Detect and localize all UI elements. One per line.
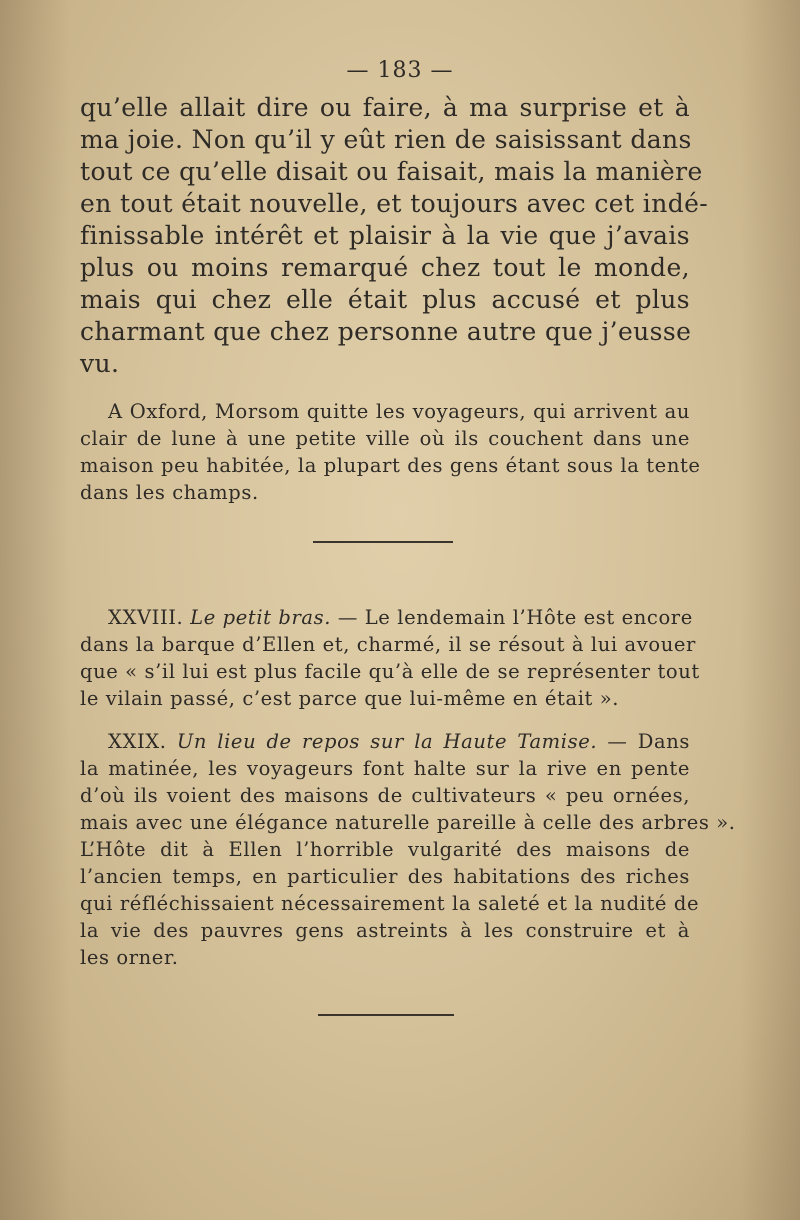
section-xxviii: [80, 604, 700, 712]
paragraph-continued-text: [80, 92, 709, 380]
end-divider: [318, 1014, 454, 1016]
text-line: que « s’il lui est plus facile qu’à elle de se représenter tout: [80, 660, 700, 683]
text-line: clair de lune à une petite ville où ils couchent dans une: [80, 427, 690, 450]
text-line: dans les champs.: [80, 481, 259, 504]
text-line: la vie des pauvres gens astreints à les construire et à: [80, 919, 690, 942]
text-line: qui réfléchissaient nécessairement la saleté et la nudité de: [80, 892, 700, 915]
page-edge-shadow-right: [740, 0, 800, 1220]
text-fragment: — Le lendemain l’Hôte est encore: [337, 606, 693, 629]
text-line: en tout était nouvelle, et toujours avec cet indé-: [80, 189, 709, 218]
section-title: Le petit bras.: [190, 606, 332, 629]
text-fragment: — Dans: [607, 730, 690, 753]
text-line: l’ancien temps, en particulier des habitations des riches: [80, 865, 690, 888]
summary-paragraph: [80, 398, 701, 506]
text-line: ma joie. Non qu’il y eût rien de saisissant dans: [80, 125, 692, 154]
text-line: d’où ils voient des maisons de cultivateurs « peu ornées,: [80, 784, 690, 807]
section-heading-line: [80, 604, 693, 631]
text-line: le vilain passé, c’est parce que lui-même en était ».: [80, 687, 620, 710]
text-line: la matinée, les voyageurs font halte sur la rive en pente: [80, 757, 690, 780]
text-line: qu’elle allait dire ou faire, à ma surprise et à: [80, 93, 690, 122]
text-line: A Oxford, Morsom quitte les voyageurs, qui arrivent au: [108, 400, 690, 423]
text-line: L’Hôte dit à Ellen l’horrible vulgarité des maisons de: [80, 838, 690, 861]
text-line: charmant que chez personne autre que j’eusse: [80, 317, 692, 346]
text-line: vu.: [80, 349, 120, 378]
section-title: Un lieu de repos sur la Haute Tamise.: [176, 730, 598, 753]
text-line: tout ce qu’elle disait ou faisait, mais la manière: [80, 157, 703, 186]
section-xxix: [80, 728, 736, 971]
section-numeral: XXIX.: [108, 730, 167, 753]
text-line: mais qui chez elle était plus accusé et plus: [80, 285, 690, 314]
text-line: les orner.: [80, 946, 179, 969]
section-numeral: XXVIII.: [108, 606, 184, 629]
text-line: dans la barque d’Ellen et, charmé, il se résout à lui avouer: [80, 633, 696, 656]
text-line: plus ou moins remarqué chez tout le monde,: [80, 253, 690, 282]
section-divider: [313, 541, 453, 543]
text-line: finissable intérêt et plaisir à la vie que j’avais: [80, 221, 690, 250]
page-number: — 183 —: [346, 58, 454, 83]
text-line: maison peu habitée, la plupart des gens étant sous la tente: [80, 454, 701, 477]
section-heading-line: [80, 728, 690, 755]
page-edge-shadow-left: [0, 0, 70, 1220]
text-line: mais avec une élégance naturelle pareille à celle des arbres ».: [80, 811, 736, 834]
